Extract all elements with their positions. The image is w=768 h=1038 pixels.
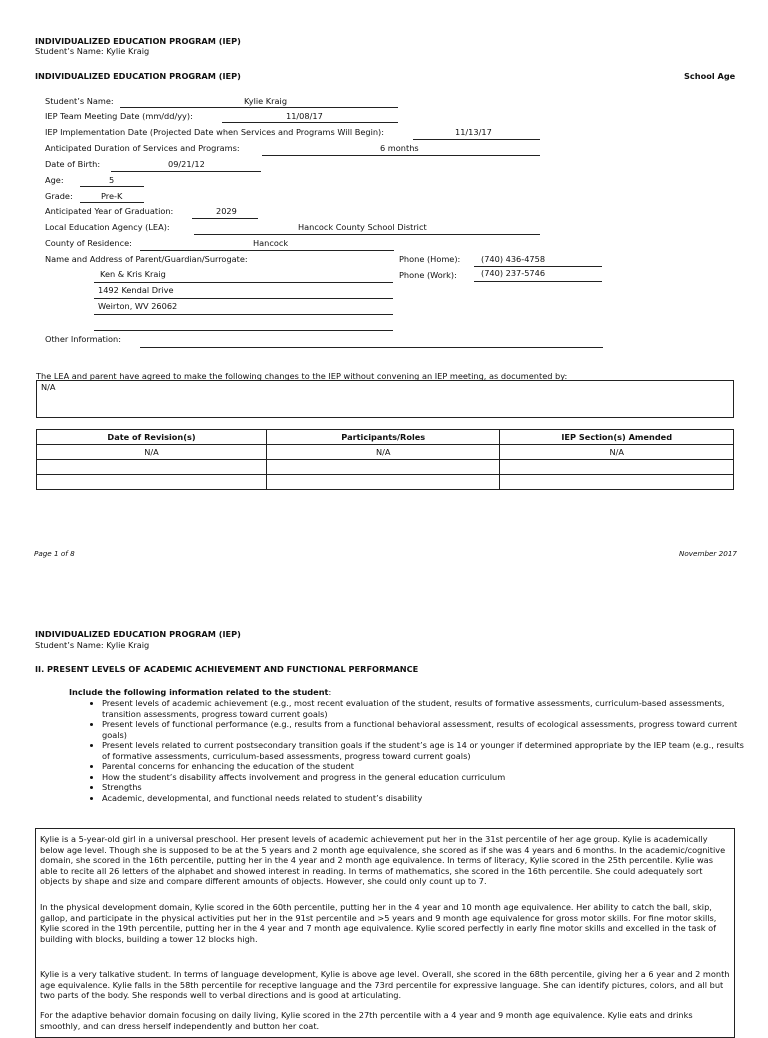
other-info-label: Other Information:	[45, 334, 122, 344]
meeting-date-underline	[222, 122, 398, 123]
county-value[interactable]: Hancock	[253, 238, 289, 248]
phone-home-underline	[474, 266, 602, 267]
parent-label: Name and Address of Parent/Guardian/Surrogate:	[45, 254, 248, 264]
parent-name-value[interactable]: Ken & Kris Kraig	[100, 269, 166, 279]
revision-col-date: Date of Revision(s)	[37, 430, 267, 445]
phone-home-value[interactable]: (740) 436-4758	[481, 254, 546, 264]
revision-col-sections: IEP Section(s) Amended	[500, 430, 734, 445]
page1-header-student: Student’s Name: Kylie Kraig	[35, 46, 150, 56]
address1-underline	[94, 298, 393, 299]
include-label	[69, 687, 331, 697]
table-cell[interactable]	[500, 460, 734, 475]
page2-header-student: Student’s Name: Kylie Kraig	[35, 640, 150, 650]
list-item: • Present levels related to current postsecondary transition goals if the student’s age is 14 or younger if determined appropriate by the IEP team (e.g., results of formative assessments, curriculum-based assessments, progress toward current goals)	[102, 740, 752, 761]
grade-label: Grade:	[45, 191, 73, 201]
table-row	[37, 475, 734, 490]
table-cell[interactable]: N/A	[37, 445, 267, 460]
duration-value[interactable]: 6 months	[380, 143, 419, 153]
list-item: • Academic, developmental, and functional needs related to student’s disability	[102, 793, 752, 804]
grad-year-value[interactable]: 2029	[216, 206, 237, 216]
meeting-date-label: IEP Team Meeting Date (mm/dd/yy):	[45, 111, 193, 121]
address-line1-value[interactable]: 1492 Kendal Drive	[98, 285, 174, 295]
age-underline	[80, 186, 144, 187]
list-item: • How the student’s disability affects involvement and progress in the general education curriculum	[102, 772, 752, 783]
table-cell[interactable]	[37, 460, 267, 475]
page2-header-title: INDIVIDUALIZED EDUCATION PROGRAM (IEP)	[35, 629, 241, 639]
county-label: County of Residence:	[45, 238, 132, 248]
table-cell[interactable]: N/A	[267, 445, 500, 460]
table-cell[interactable]	[267, 475, 500, 490]
county-underline	[140, 250, 394, 251]
paragraph-physical: In the physical development domain, Kylie scored in the 60th percentile, putting her in the 4 year and 10 month age equivalence. Her ability to catch the ball, skip, gallop, and participate in the physical activities put her in the 91st percentile and >5 years and 9 month age equivalence for gross motor skills. For fine motor skills, Kylie scored in the 19th percentile, putting her in the 4 year and 7 month age equivalence. Kylie scored perfectly in early fine motor skills and excelled in the task of building with blocks, building a tower 12 blocks high.	[40, 902, 717, 944]
list-item: • Strengths	[102, 782, 752, 793]
grade-value[interactable]: Pre-K	[101, 191, 123, 201]
phone-work-underline	[474, 281, 602, 282]
include-bullet-list	[86, 698, 752, 803]
student-name-value[interactable]: Kylie Kraig	[244, 96, 288, 106]
duration-underline	[262, 155, 540, 156]
grad-year-underline	[192, 218, 258, 219]
address3-underline	[94, 330, 393, 331]
agreement-box[interactable]	[36, 380, 734, 418]
section-title: INDIVIDUALIZED EDUCATION PROGRAM (IEP)	[35, 71, 241, 81]
present-levels-textbox[interactable]	[35, 828, 735, 1038]
age-value[interactable]: 5	[109, 175, 115, 185]
address2-underline	[94, 314, 393, 315]
lea-value[interactable]: Hancock County School District	[298, 222, 427, 232]
student-name-label: Student’s Name:	[45, 96, 114, 106]
agreement-text: The LEA and parent have agreed to make the following changes to the IEP without convening an IEP meeting, as documented by:	[36, 371, 568, 381]
list-item: • Parental concerns for enhancing the education of the student	[102, 761, 752, 772]
table-cell[interactable]: N/A	[500, 445, 734, 460]
impl-date-value[interactable]: 11/13/17	[455, 127, 492, 137]
table-row	[37, 460, 734, 475]
include-label-colon: :	[328, 687, 332, 697]
dob-underline	[111, 171, 261, 172]
phone-home-label: Phone (Home):	[399, 254, 461, 264]
page1-header-title: INDIVIDUALIZED EDUCATION PROGRAM (IEP)	[35, 36, 241, 46]
grade-underline	[80, 202, 144, 203]
phone-work-value[interactable]: (740) 237-5746	[481, 268, 546, 278]
other-info-underline	[140, 347, 603, 348]
impl-date-label: IEP Implementation Date (Projected Date when Services and Programs Will Begin):	[45, 127, 385, 137]
revision-table	[36, 429, 734, 490]
age-label: Age:	[45, 175, 64, 185]
paragraph-adaptive: For the adaptive behavior domain focusing on daily living, Kylie scored in the 27th percentile with a 4 year and 9 month age equivalence. Kylie eats and drinks smoothly, and can dress herself independently and button her coat.	[40, 1010, 693, 1031]
parent-name-underline	[94, 282, 393, 283]
phone-work-label: Phone (Work):	[399, 270, 457, 280]
lea-underline	[194, 234, 540, 235]
footer-page-number: Page 1 of 8	[34, 549, 75, 558]
student-name-underline	[120, 107, 398, 108]
revision-table-header	[37, 430, 734, 445]
dob-label: Date of Birth:	[45, 159, 101, 169]
grad-year-label: Anticipated Year of Graduation:	[45, 206, 174, 216]
school-age-label: School Age	[684, 71, 736, 81]
impl-date-underline	[413, 139, 540, 140]
duration-label: Anticipated Duration of Services and Programs:	[45, 143, 240, 153]
present-levels-heading: II. PRESENT LEVELS OF ACADEMIC ACHIEVEMENT AND FUNCTIONAL PERFORMANCE	[35, 664, 419, 674]
agreement-value: N/A	[41, 382, 56, 392]
table-cell[interactable]	[500, 475, 734, 490]
lea-label: Local Education Agency (LEA):	[45, 222, 170, 232]
paragraph-language: Kylie is a very talkative student. In terms of language development, Kylie is above age level. Overall, she scored in the 68th percentile, giving her a 6 year and 2 month age equivalence. Kylie falls in the 58th percentile for receptive language and the 73rd percentile for expressive language. She can identify pictures, colors, and all but two parts of the body. She responds well to verbal directions and is good at articulating.	[40, 969, 730, 1001]
list-item: • Present levels of academic achievement (e.g., most recent evaluation of the student, results of formative assessments, curriculum-based assessments, transition assessments, progress toward current goals)	[102, 698, 752, 719]
table-row	[37, 445, 734, 460]
table-cell[interactable]	[267, 460, 500, 475]
list-item: • Present levels of functional performance (e.g., results from a functional behavioral assessment, results of ecological assessments, progress toward current goals)	[102, 719, 752, 740]
table-cell[interactable]	[37, 475, 267, 490]
meeting-date-value[interactable]: 11/08/17	[286, 111, 323, 121]
revision-col-participants: Participants/Roles	[267, 430, 500, 445]
footer-date: November 2017	[679, 549, 737, 558]
paragraph-academic: Kylie is a 5-year-old girl in a universal preschool. Her present levels of academic achievement put her in the 31st percentile of her age group. Kylie is academically below age level. Though she is supposed to be at the 5 years and 2 month age equivalence, she scored as if she was 4 years and 6 months. In the academic/cognitive domain, she scored in the 16th percentile, putting her in the 4 year and 2 month age equivalence. In terms of literacy, Kylie scored in the 25th percentile. Kylie was able to recite all 26 letters of the alphabet and showed interest in reading. In terms of mathematics, she scored in the 16th percentile. She could adequately sort objects by shape and size and compare different amounts of objects. However, she could only count up to 7.	[40, 834, 726, 887]
include-label-text: Include the following information related to the student	[69, 687, 329, 697]
dob-value[interactable]: 09/21/12	[168, 159, 205, 169]
address-line2-value[interactable]: Weirton, WV 26062	[98, 301, 178, 311]
